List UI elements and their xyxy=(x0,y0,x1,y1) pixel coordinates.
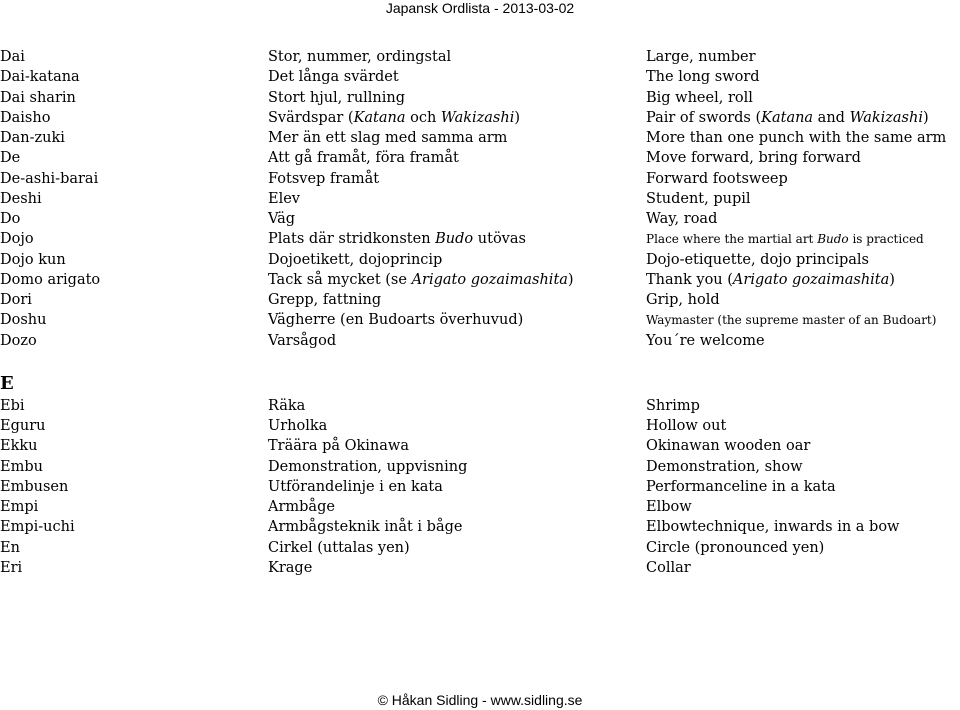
english-translation: Big wheel, roll xyxy=(646,89,753,106)
english-translation: Circle (pronounced yen) xyxy=(646,539,825,556)
document-title: Japansk Ordlista - 2013-03-02 xyxy=(385,0,575,16)
text-segment: Pair of swords ( xyxy=(646,109,762,126)
swedish-translation: Träära på Okinawa xyxy=(268,438,409,455)
swedish-translation: Väg xyxy=(268,211,296,227)
text-segment: Place where the martial art xyxy=(646,232,818,247)
text-segment: is practiced xyxy=(848,232,924,247)
glossary-row xyxy=(0,209,960,229)
japanese-term: Ekku xyxy=(0,438,38,455)
swedish-translation: Varsågod xyxy=(268,332,337,349)
glossary-row xyxy=(0,250,960,270)
english-translation xyxy=(646,270,960,290)
swedish-translation: Det långa svärdet xyxy=(268,69,399,86)
english-translation: Shrimp xyxy=(646,397,700,414)
glossary-row xyxy=(0,67,960,87)
text-segment: och xyxy=(405,109,441,126)
glossary-row xyxy=(0,477,960,497)
swedish-translation: Utförandelinje i en kata xyxy=(268,478,443,495)
swedish-translation: Stort hjul, rullning xyxy=(268,89,406,106)
english-translation: Dojo-etiquette, dojo principals xyxy=(646,251,869,268)
japanese-term: Dai-katana xyxy=(0,69,80,86)
japanese-term: De-ashi-barai xyxy=(0,170,99,187)
swedish-translation: Elev xyxy=(268,190,300,207)
glossary-row xyxy=(0,457,960,477)
swedish-translation: Armbågsteknik inåt i båge xyxy=(268,519,463,536)
glossary-row xyxy=(0,148,960,168)
english-translation: More than one punch with the same arm xyxy=(646,130,947,146)
glossary-section xyxy=(0,47,960,351)
japanese-term: Domo arigato xyxy=(0,271,101,288)
swedish-translation: Grepp, fattning xyxy=(268,292,382,308)
glossary-row xyxy=(0,436,960,456)
glossary-row xyxy=(0,416,960,436)
japanese-term: Doshu xyxy=(0,312,47,329)
swedish-translation: Räka xyxy=(268,397,306,414)
english-translation: Hollow out xyxy=(646,418,727,434)
japanese-term: Dai sharin xyxy=(0,89,76,106)
english-translation xyxy=(646,108,960,128)
text-segment: Svärdspar ( xyxy=(268,109,354,126)
emphasized-term: Wakizashi xyxy=(849,109,923,126)
swedish-translation xyxy=(268,270,646,290)
glossary-row xyxy=(0,538,960,558)
text-segment: Plats där stridkonsten xyxy=(268,231,436,248)
text-segment: and xyxy=(813,109,850,126)
swedish-translation: Cirkel (uttalas yen) xyxy=(268,539,410,556)
english-translation: Move forward, bring forward xyxy=(646,150,861,167)
english-translation xyxy=(646,229,960,249)
english-translation: Demonstration, show xyxy=(646,458,803,475)
emphasized-term: Wakizashi xyxy=(440,109,515,126)
japanese-term: Eri xyxy=(0,559,23,576)
glossary-row xyxy=(0,290,960,310)
emphasized-term: Arigato gozaimashita xyxy=(732,271,890,288)
emphasized-term: Katana xyxy=(761,109,814,126)
swedish-translation: Krage xyxy=(268,559,313,576)
glossary-row xyxy=(0,229,960,249)
glossary-row xyxy=(0,331,960,351)
english-translation: The long sword xyxy=(646,69,760,86)
english-translation: Elbowtechnique, inwards in a bow xyxy=(646,519,900,536)
swedish-translation: Stor, nummer, ordingstal xyxy=(268,49,452,65)
text-segment: ) xyxy=(922,109,929,126)
english-translation: Student, pupil xyxy=(646,190,751,207)
english-translation: Elbow xyxy=(646,499,692,515)
glossary-row xyxy=(0,189,960,209)
swedish-translation: Urholka xyxy=(268,418,328,434)
english-translation: Collar xyxy=(646,559,691,576)
emphasized-term: Budo xyxy=(435,231,474,248)
english-translation: Large, number xyxy=(646,49,756,65)
english-translation: Grip, hold xyxy=(646,292,720,308)
glossary-row xyxy=(0,128,960,148)
japanese-term: Ebi xyxy=(0,397,25,414)
japanese-term: Dan-zuki xyxy=(0,130,65,146)
japanese-term: De xyxy=(0,150,21,167)
glossary-row xyxy=(0,517,960,537)
swedish-translation: Vägherre (en Budoarts överhuvud) xyxy=(268,312,524,329)
japanese-term: Embu xyxy=(0,458,43,475)
glossary xyxy=(0,47,960,578)
japanese-term: Daisho xyxy=(0,109,51,126)
glossary-row xyxy=(0,108,960,128)
swedish-translation: Fotsvep framåt xyxy=(268,170,380,187)
japanese-term: Dozo xyxy=(0,332,37,349)
glossary-row xyxy=(0,558,960,578)
glossary-row xyxy=(0,310,960,330)
japanese-term: Empi-uchi xyxy=(0,519,75,536)
section-heading: E xyxy=(0,372,14,394)
japanese-term: Embusen xyxy=(0,478,69,495)
glossary-row xyxy=(0,270,960,290)
swedish-translation: Att gå framåt, föra framåt xyxy=(268,150,459,167)
japanese-term: Dai xyxy=(0,49,25,65)
text-segment: utövas xyxy=(473,231,526,248)
japanese-term: Dori xyxy=(0,292,32,308)
english-translation: Way, road xyxy=(646,211,718,227)
glossary-row xyxy=(0,88,960,108)
glossary-row xyxy=(0,396,960,416)
text-segment: Tack så mycket (se xyxy=(268,271,412,288)
japanese-term: Dojo kun xyxy=(0,251,66,268)
english-translation: Performanceline in a kata xyxy=(646,478,836,495)
text-segment: ) xyxy=(567,271,574,288)
text-segment: Thank you ( xyxy=(646,271,733,288)
japanese-term: Dojo xyxy=(0,231,34,248)
glossary-row xyxy=(0,47,960,67)
swedish-translation: Demonstration, uppvisning xyxy=(268,458,468,475)
japanese-term: En xyxy=(0,539,20,556)
japanese-term: Empi xyxy=(0,499,39,515)
glossary-section xyxy=(0,371,960,578)
english-translation: Forward footsweep xyxy=(646,170,788,187)
japanese-term: Eguru xyxy=(0,418,46,434)
copyright-notice: © Håkan Sidling - www.sidling.se xyxy=(377,692,583,708)
text-segment: ) xyxy=(889,271,895,288)
emphasized-term: Budo xyxy=(817,232,849,247)
glossary-row xyxy=(0,169,960,189)
page-header xyxy=(0,0,960,16)
swedish-translation: Armbåge xyxy=(268,499,335,515)
emphasized-term: Katana xyxy=(353,109,406,126)
swedish-translation xyxy=(268,108,646,128)
english-translation: Okinawan wooden oar xyxy=(646,438,811,455)
swedish-translation: Mer än ett slag med samma arm xyxy=(268,130,508,146)
english-translation: Waymaster (the supreme master of an Budoart) xyxy=(646,313,937,328)
swedish-translation xyxy=(268,229,646,249)
japanese-term: Do xyxy=(0,211,21,227)
text-segment: ) xyxy=(514,109,521,126)
glossary-row xyxy=(0,497,960,517)
emphasized-term: Arigato gozaimashita xyxy=(411,271,568,288)
swedish-translation: Dojoetikett, dojoprincip xyxy=(268,251,443,268)
english-translation: You´re welcome xyxy=(646,332,765,349)
page-footer xyxy=(0,692,960,708)
japanese-term: Deshi xyxy=(0,190,42,207)
